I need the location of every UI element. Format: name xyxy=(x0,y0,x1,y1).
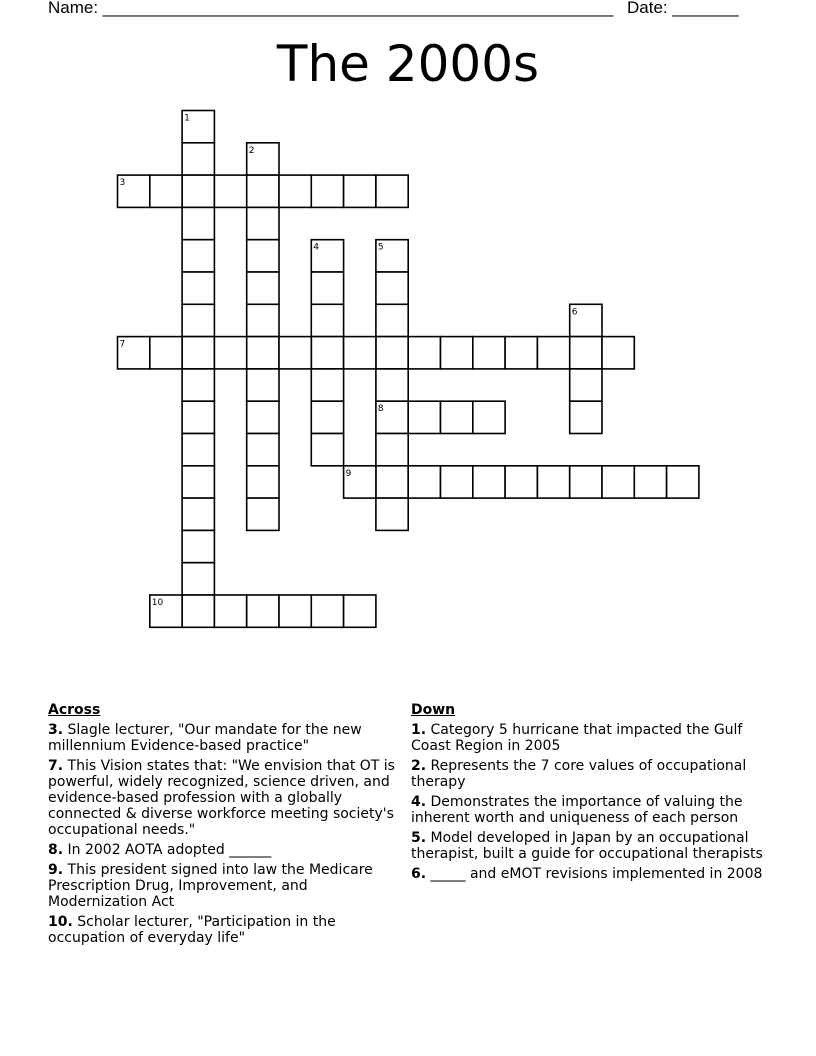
down-clues xyxy=(411,702,763,886)
date-field-label[interactable]: Date: _______ xyxy=(627,0,739,17)
grid-cell[interactable] xyxy=(182,530,214,562)
puzzle-title: The 2000s xyxy=(276,35,540,93)
cell-number: 4 xyxy=(313,242,320,253)
grid-cell[interactable] xyxy=(344,175,376,207)
cell-number: 3 xyxy=(119,178,126,189)
grid-cell[interactable] xyxy=(570,369,602,401)
grid-cell[interactable] xyxy=(537,466,569,498)
grid-cell[interactable] xyxy=(311,595,343,627)
grid-cell[interactable] xyxy=(473,466,505,498)
grid-cell[interactable] xyxy=(602,466,634,498)
grid-cell[interactable] xyxy=(247,272,279,304)
name-field-label[interactable]: Name: ______________________________________________________ xyxy=(48,0,614,17)
grid-cell[interactable] xyxy=(376,304,408,336)
grid-cell[interactable] xyxy=(441,466,473,498)
grid-cell[interactable] xyxy=(570,401,602,433)
grid-cell[interactable] xyxy=(247,207,279,239)
grid-cell[interactable] xyxy=(634,466,666,498)
clue-text: Demonstrates the importance of valuing the inherent worth and uniqueness of each person xyxy=(411,794,743,826)
grid-cell[interactable] xyxy=(279,595,311,627)
clue-text: In 2002 AOTA adopted ______ xyxy=(67,842,272,858)
down-clue xyxy=(411,722,763,754)
cell-number: 9 xyxy=(345,468,352,479)
grid-cell[interactable] xyxy=(247,337,279,369)
grid-cell[interactable] xyxy=(182,369,214,401)
grid-cell[interactable] xyxy=(214,337,246,369)
cell-number: 5 xyxy=(377,242,384,253)
down-clue xyxy=(411,866,763,882)
grid-cell[interactable] xyxy=(247,401,279,433)
grid-cell[interactable] xyxy=(182,466,214,498)
cell-number: 6 xyxy=(571,307,578,318)
clue-text: Slagle lecturer, "Our mandate for the new millennium Evidence-based practice" xyxy=(48,722,362,754)
grid-cell[interactable] xyxy=(214,595,246,627)
grid-cell[interactable] xyxy=(570,466,602,498)
grid-cell[interactable] xyxy=(570,337,602,369)
grid-cell[interactable] xyxy=(150,175,182,207)
grid-cell[interactable] xyxy=(247,498,279,530)
grid-cell[interactable] xyxy=(247,304,279,336)
grid-cell[interactable] xyxy=(376,434,408,466)
grid-cell[interactable] xyxy=(376,369,408,401)
grid-cell[interactable] xyxy=(311,401,343,433)
grid-cell[interactable] xyxy=(311,175,343,207)
grid-cell[interactable] xyxy=(182,304,214,336)
clue-number: 1. xyxy=(411,722,427,738)
grid-cell[interactable] xyxy=(473,337,505,369)
grid-cell[interactable] xyxy=(344,595,376,627)
grid-cell[interactable] xyxy=(279,175,311,207)
cell-number: 1 xyxy=(184,113,190,124)
clue-number: 9. xyxy=(48,862,64,878)
grid-cell[interactable] xyxy=(182,563,214,595)
across-clue xyxy=(48,842,400,858)
grid-cell[interactable] xyxy=(602,337,634,369)
grid-cell[interactable] xyxy=(441,337,473,369)
grid-cell[interactable] xyxy=(311,337,343,369)
grid-cell[interactable] xyxy=(311,434,343,466)
grid-cell[interactable] xyxy=(311,272,343,304)
grid-cell[interactable] xyxy=(247,595,279,627)
grid-cell[interactable] xyxy=(408,401,440,433)
clue-text: Represents the 7 core values of occupational therapy xyxy=(411,758,747,790)
across-clues xyxy=(48,702,400,950)
grid-cell[interactable] xyxy=(182,498,214,530)
clue-text: This Vision states that: "We envision that OT is powerful, widely recognized, science driven, and evidence-based profession with a globally connected & diverse workforce meeting society's occupational needs." xyxy=(48,758,395,838)
grid-cell[interactable] xyxy=(150,337,182,369)
grid-cell[interactable] xyxy=(311,304,343,336)
grid-cell[interactable] xyxy=(376,498,408,530)
down-clue xyxy=(411,830,763,862)
grid-cell[interactable] xyxy=(667,466,699,498)
grid-cell[interactable] xyxy=(505,337,537,369)
grid-cell[interactable] xyxy=(247,369,279,401)
across-heading: Across xyxy=(48,702,101,718)
grid-cell[interactable] xyxy=(214,175,246,207)
grid-cell[interactable] xyxy=(182,595,214,627)
grid-cell[interactable] xyxy=(279,337,311,369)
grid-cell[interactable] xyxy=(376,466,408,498)
grid-cell[interactable] xyxy=(182,434,214,466)
grid-cell[interactable] xyxy=(182,207,214,239)
grid-cell[interactable] xyxy=(537,337,569,369)
grid-cell[interactable] xyxy=(473,401,505,433)
clue-text: _____ and eMOT revisions implemented in 2008 xyxy=(430,866,763,882)
clue-number: 2. xyxy=(411,758,427,774)
grid-cell[interactable] xyxy=(505,466,537,498)
clue-text: Model developed in Japan by an occupational therapist, built a guide for occupational therapists xyxy=(411,830,763,862)
grid-cell[interactable] xyxy=(182,240,214,272)
grid-cell[interactable] xyxy=(408,337,440,369)
down-heading: Down xyxy=(411,702,456,718)
grid-cell[interactable] xyxy=(247,434,279,466)
clue-number: 6. xyxy=(411,866,427,882)
across-clue xyxy=(48,722,400,754)
across-clue xyxy=(48,758,400,838)
down-clue xyxy=(411,794,763,826)
grid-cell[interactable] xyxy=(376,272,408,304)
grid-cell[interactable] xyxy=(182,272,214,304)
grid-cell[interactable] xyxy=(376,337,408,369)
grid-cell[interactable] xyxy=(247,175,279,207)
cell-number: 7 xyxy=(119,339,126,350)
clue-number: 5. xyxy=(411,830,427,846)
grid-cell[interactable] xyxy=(182,143,214,175)
cell-number: 2 xyxy=(248,145,255,156)
grid-cell[interactable] xyxy=(182,337,214,369)
grid-cell[interactable] xyxy=(441,401,473,433)
clue-number: 8. xyxy=(48,842,64,858)
cell-number: 8 xyxy=(377,404,384,415)
grid-cell[interactable] xyxy=(182,175,214,207)
clue-text: Category 5 hurricane that impacted the Gulf Coast Region in 2005 xyxy=(411,722,743,754)
down-clue xyxy=(411,758,763,790)
grid-cell[interactable] xyxy=(344,337,376,369)
cell-number: 10 xyxy=(151,598,164,608)
clue-number: 10. xyxy=(48,914,73,930)
clue-text: Scholar lecturer, "Participation in the occupation of everyday life" xyxy=(48,914,336,946)
grid-cell[interactable] xyxy=(408,466,440,498)
grid-cell[interactable] xyxy=(247,466,279,498)
grid-cell[interactable] xyxy=(376,175,408,207)
clue-text: This president signed into law the Medicare Prescription Drug, Improvement, and Modernization Act xyxy=(48,862,373,910)
grid-cell[interactable] xyxy=(247,240,279,272)
grid-cell[interactable] xyxy=(311,369,343,401)
clue-number: 4. xyxy=(411,794,427,810)
clue-number: 7. xyxy=(48,758,64,774)
across-clue xyxy=(48,914,400,946)
across-clue xyxy=(48,862,400,910)
grid-cell[interactable] xyxy=(182,401,214,433)
clue-number: 3. xyxy=(48,722,64,738)
